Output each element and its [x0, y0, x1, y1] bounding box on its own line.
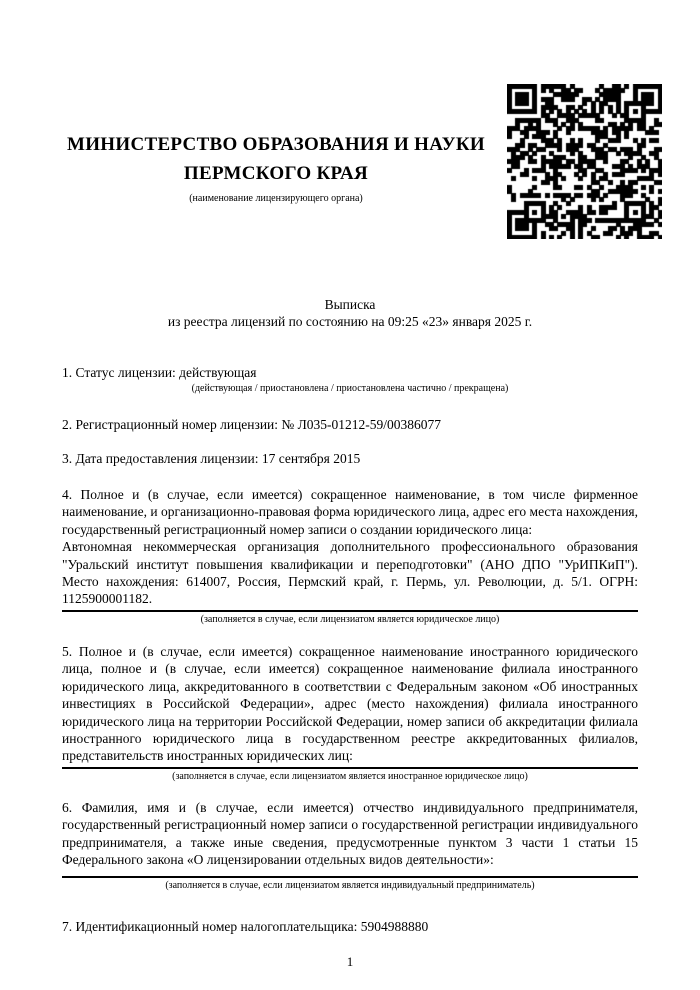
item-4-value: Автономная некоммерческая организация дополнительного профессионального образования "Уральский институт повышения квалификации и переподготовки" (АНО ДПО "УрИПКиП"). Место нахождения: 614007, Россия, Пермский край, г. Пермь, ул. Революции, д. 5/1. ОГРН: 1125900001182.	[62, 539, 638, 607]
item-6-text: 6. Фамилия, имя и (в случае, если имеется) отчество индивидуального предпринимателя, государственный регистрационный номер записи о государственной регистрации индивидуального предпринимателя, а также иные сведения, предусмотренные пунктом 3 части 1 статьи 15 Федерального закона «О лицензировании отдельных видов деятельности»:	[62, 799, 638, 867]
licensing-authority-header	[62, 130, 490, 204]
ministry-caption: (наименование лицензирующего органа)	[189, 193, 363, 204]
item-7-text: 7. Идентификационный номер налогоплательщика: 5904988880	[62, 919, 429, 935]
item-1-license-status	[62, 364, 638, 395]
document-title: Выписка	[324, 297, 376, 312]
item-6-note: (заполняется в случае, если лицензиатом является индивидуальный предприниматель)	[165, 880, 535, 892]
item-5-fill-line	[62, 767, 638, 769]
item-6-individual-entrepreneur	[62, 799, 638, 893]
ministry-name-line1: МИНИСТЕРСТВО ОБРАЗОВАНИЯ И НАУКИ	[66, 134, 486, 155]
item-4-note: (заполняется в случае, если лицензиатом является юридическое лицо)	[200, 613, 500, 625]
item-6-fill-line	[62, 876, 638, 878]
item-5-foreign-entity	[62, 643, 638, 783]
item-4-text: 4. Полное и (в случае, если имеется) сокращенное наименование, в том числе фирменное наименование, и организационно-правовая форма юридического лица, адрес его места нахождения, государственный регистрационный номер записи о создании юридического лица:	[62, 487, 638, 537]
ministry-name-line2: ПЕРМСКОГО КРАЯ	[183, 163, 369, 184]
item-2-text: 2. Регистрационный номер лицензии: № Л035-01212-59/00386077	[62, 417, 442, 433]
item-5-text: 5. Полное и (в случае, если имеется) сокращенное наименование иностранного юридического лица, полное и (в случае, если имеется) сокращенное наименование филиала иностранного юридического лица, аккредитованного в соответствии с Федеральным законом «Об иностранных инвестициях в Российской Федерации», адрес (место нахождения) филиала иностранного юридического лица на территории Российской Федерации, номер записи об аккредитации филиала иностранного юридического лица в государственном реестре аккредитованных филиалов, представительств иностранных юридических лиц:	[62, 643, 638, 764]
item-4-fill-line	[62, 610, 638, 612]
item-1-note: (действующая / приостановлена / приостановлена частично / прекращена)	[191, 383, 509, 395]
item-5-note: (заполняется в случае, если лицензиатом является иностранное юридическое лицо)	[172, 770, 528, 782]
document-subtitle: из реестра лицензий по состоянию на 09:25 «23» января 2025 г.	[167, 314, 533, 330]
item-3-license-date	[62, 450, 638, 467]
qr-code	[507, 84, 662, 239]
item-1-text: 1. Статус лицензии: действующая	[62, 364, 257, 380]
item-2-registration-number	[62, 416, 638, 433]
item-7-taxpayer-number	[62, 918, 638, 935]
item-3-text: 3. Дата предоставления лицензии: 17 сентября 2015	[62, 450, 361, 466]
document-body	[62, 296, 638, 970]
page-number: 1	[346, 953, 354, 969]
item-4-legal-entity	[62, 486, 638, 626]
